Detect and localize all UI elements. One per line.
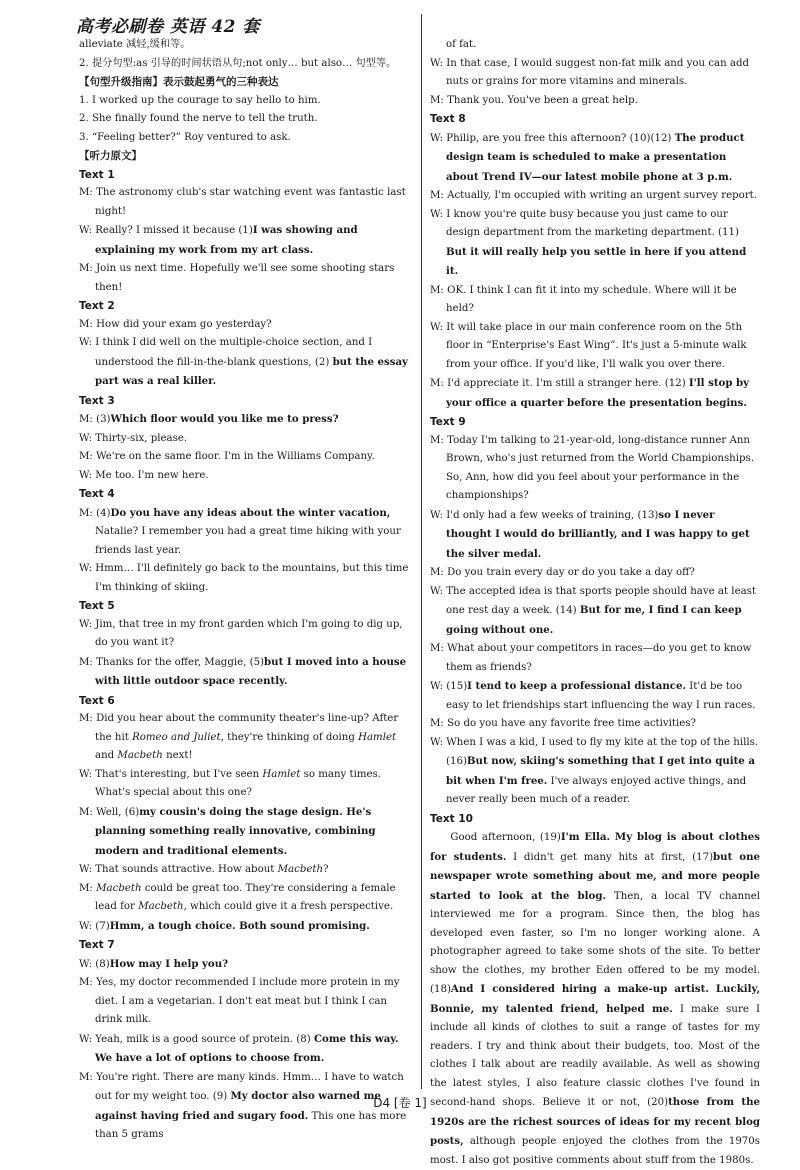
dialogue-line: W: Me too. I'm new here.: [79, 469, 209, 481]
dialogue-line: W: I think I did well on the multiple-choice section, and I understood the fill-in-the-blank questions, (2) but the essay part was a real killer.: [79, 337, 408, 387]
dialogue-line: W: In that case, I would suggest non-fat milk and you can add nuts or grains for more vitamins and minerals.: [430, 57, 750, 87]
column-divider: [421, 14, 422, 1089]
dialogue-line: W: I know you're quite busy because you just came to our design department from the marketing department. (11) But it will really help you settle in here if you attend it.: [430, 208, 747, 277]
dialogue-line: M: I'd appreciate it. I'm still a stranger here. (12) I'll stop by your office a quarter before the presentation begins.: [430, 377, 750, 409]
sentence-upgrade-heading: 【句型升级指南】表示鼓起勇气的三种表达: [79, 76, 279, 88]
dialogue-line: M: Well, (6)my cousin's doing the stage design. He's planning something really innovative, combining modern and traditional elements.: [79, 805, 376, 857]
text-9-title: Text 9: [430, 416, 466, 428]
listening-heading: 【听力原文】: [79, 150, 142, 162]
dialogue-line: M: So do you have any favorite free time activities?: [430, 718, 696, 729]
dialogue-line: W: Philip, are you free this afternoon? (10)(12) The product design team is scheduled to make a presentation about Trend IV—our latest mobile phone at 3 p.m.: [430, 131, 745, 183]
dialogue-line: M: Did you hear about the community theater's line-up? After the hit Romeo and Juliet, they're thinking of doing Hamlet and Macbeth next!: [79, 713, 399, 761]
text-5-title: Text 5: [79, 600, 115, 612]
sentence-pattern-note: 2. 提分句型:as 引导的时间状语从句;not only… but also… 句型等。: [79, 57, 397, 69]
text-3-title: Text 3: [79, 394, 115, 407]
page-header-title: 高考必刷卷 英语 42 套: [76, 17, 260, 37]
monologue-paragraph: Good afternoon, (19)I'm Ella. My blog is about clothes for students. I didn't get many hits at first, (17)but one newspaper wrote something about me, and more people started to look at the blog. Then, a local TV channel interviewed me for a program. Since then, the blog has developed even faster, so I'm no longer working alone. A photographer agreed to take some shots of the site. To better show the clothes, my brother Eden offered to be my model. (18)And I considered hiring a make-up artist. Luckily, Bonnie, my talented friend, helped me. I make sure I include all kinds of clothes to suit a range of tastes for my readers. I try and think about their budgets, too. Most of the clothes I talk about are readily available. As well as showing the latest styles, I also feature classic clothes I've found in second-hand shops. Believe it or not, (20)those from the 1920s are the richest sources of ideas for my recent blog posts, although people enjoyed the clothes from the 1970s most. I also got positive comments about stuff from the 1980s.: [430, 831, 760, 1166]
dialogue-line: W: The accepted idea is that sports people should have at least one rest day a week. (14) But for me, I find I can keep going without one.: [430, 585, 756, 636]
text-10-title: Text 10: [430, 812, 473, 825]
dialogue-line: M: Thank you. You've been a great help.: [430, 94, 638, 106]
dialogue-line: M: Today I'm talking to 21-year-old, long-distance runner Ann Brown, who's just returned from the World Championships. So, Ann, how did you feel about your performance in the championships?: [430, 434, 754, 501]
dialogue-line: W: I'd only had a few weeks of training, (13)so I never thought I would do brilliantly, and I was happy to get the silver medal.: [430, 508, 750, 560]
dialogue-line: M: The astronomy club's star watching event was fantastic last night!: [79, 187, 406, 217]
text-8-title: Text 8: [430, 113, 466, 125]
dialogue-line: W: Thirty-six, please.: [79, 432, 188, 444]
dialogue-line: M: Macbeth could be great too. They're considering a female lead for Macbeth, which could give it a fresh perspective.: [79, 882, 396, 912]
dialogue-line: M: You're right. There are many kinds. Hmm… I have to watch out for my weight too. (9) My doctor also warned me against having fried and sugary food. This one has more than 5 grams: [79, 1071, 407, 1140]
text-2-title: Text 2: [79, 300, 115, 312]
dialogue-line: M: We're on the same floor. I'm in the Williams Company.: [79, 451, 375, 462]
dialogue-line: M: (3)Which floor would you like me to press?: [79, 413, 339, 425]
dialogue-continuation: of fat.: [446, 39, 477, 50]
dialogue-line: M: OK. I think I can fit it into my schedule. Where will it be held?: [430, 284, 737, 314]
dialogue-line: W: Really? I missed it because (1)I was showing and explaining my work from my art class.: [79, 224, 358, 256]
dialogue-line: M: (4)Do you have any ideas about the winter vacation, Natalie? I remember you had a great time hiking with your friends last year.: [79, 506, 401, 556]
dialogue-line: W: (7)Hmm, a tough choice. Both sound promising.: [79, 919, 370, 932]
dialogue-line: M: What about your competitors in races—do you get to know them as friends?: [430, 643, 752, 673]
right-column: [430, 36, 760, 1170]
dialogue-line: W: That sounds attractive. How about Macbeth?: [79, 864, 329, 875]
text-1-title: Text 1: [79, 168, 115, 181]
text-4-title: Text 4: [79, 488, 115, 500]
left-column: [79, 36, 412, 1145]
dialogue-line: M: Yes, my doctor recommended I include more protein in my diet. I am a vegetarian. I don't eat meat but I think I can drink milk.: [79, 977, 400, 1025]
dialogue-line: W: (8)How may I help you?: [79, 957, 229, 970]
dialogue-line: W: It will take place in our main conference room on the 5th floor in “Enterprise's East Wing”. It's just a 5-minute walk from your office. If you'd like, I'll walk you over there.: [430, 321, 747, 370]
vocab-note: alleviate 减轻,缓和等。: [79, 39, 191, 50]
dialogue-line: W: When I was a kid, I used to fly my kite at the top of the hills. (16)But now, skiing's something that I get into quite a bit when I'm free. I've always enjoyed active things, and never really been much of a reader.: [430, 736, 759, 805]
dialogue-line: M: Thanks for the offer, Maggie, (5)but I moved into a house with little outdoor space recently.: [79, 655, 407, 687]
upgrade-item: 3. “Feeling better?” Roy ventured to ask.: [79, 131, 291, 143]
dialogue-line: M: How did your exam go yesterday?: [79, 318, 272, 330]
page-number-footer: D4 [卷 1]: [373, 1096, 427, 1110]
dialogue-line: W: That's interesting, but I've seen Hamlet so many times. What's special about this one?: [79, 768, 382, 798]
dialogue-line: W: Yeah, milk is a good source of protein. (8) Come this way. We have a lot of options to choose from.: [79, 1032, 399, 1064]
dialogue-line: M: Do you train every day or do you take a day off?: [430, 567, 695, 578]
dialogue-line: M: Join us next time. Hopefully we'll see some shooting stars then!: [79, 263, 395, 293]
upgrade-item: 1. I worked up the courage to say hello to him.: [79, 94, 321, 106]
dialogue-line: M: Actually, I'm occupied with writing an urgent survey report.: [430, 190, 758, 201]
upgrade-item: 2. She finally found the nerve to tell the truth.: [79, 113, 318, 124]
dialogue-line: W: Hmm… I'll definitely go back to the mountains, but this time I'm thinking of skiing.: [79, 563, 409, 593]
text-7-title: Text 7: [79, 939, 115, 951]
dialogue-line: W: (15)I tend to keep a professional distance. It'd be too easy to let friendships start influencing the way I run races.: [430, 680, 756, 711]
dialogue-line: W: Jim, that tree in my front garden which I'm going to dig up, do you want it?: [79, 618, 403, 648]
text-6-title: Text 6: [79, 694, 115, 707]
